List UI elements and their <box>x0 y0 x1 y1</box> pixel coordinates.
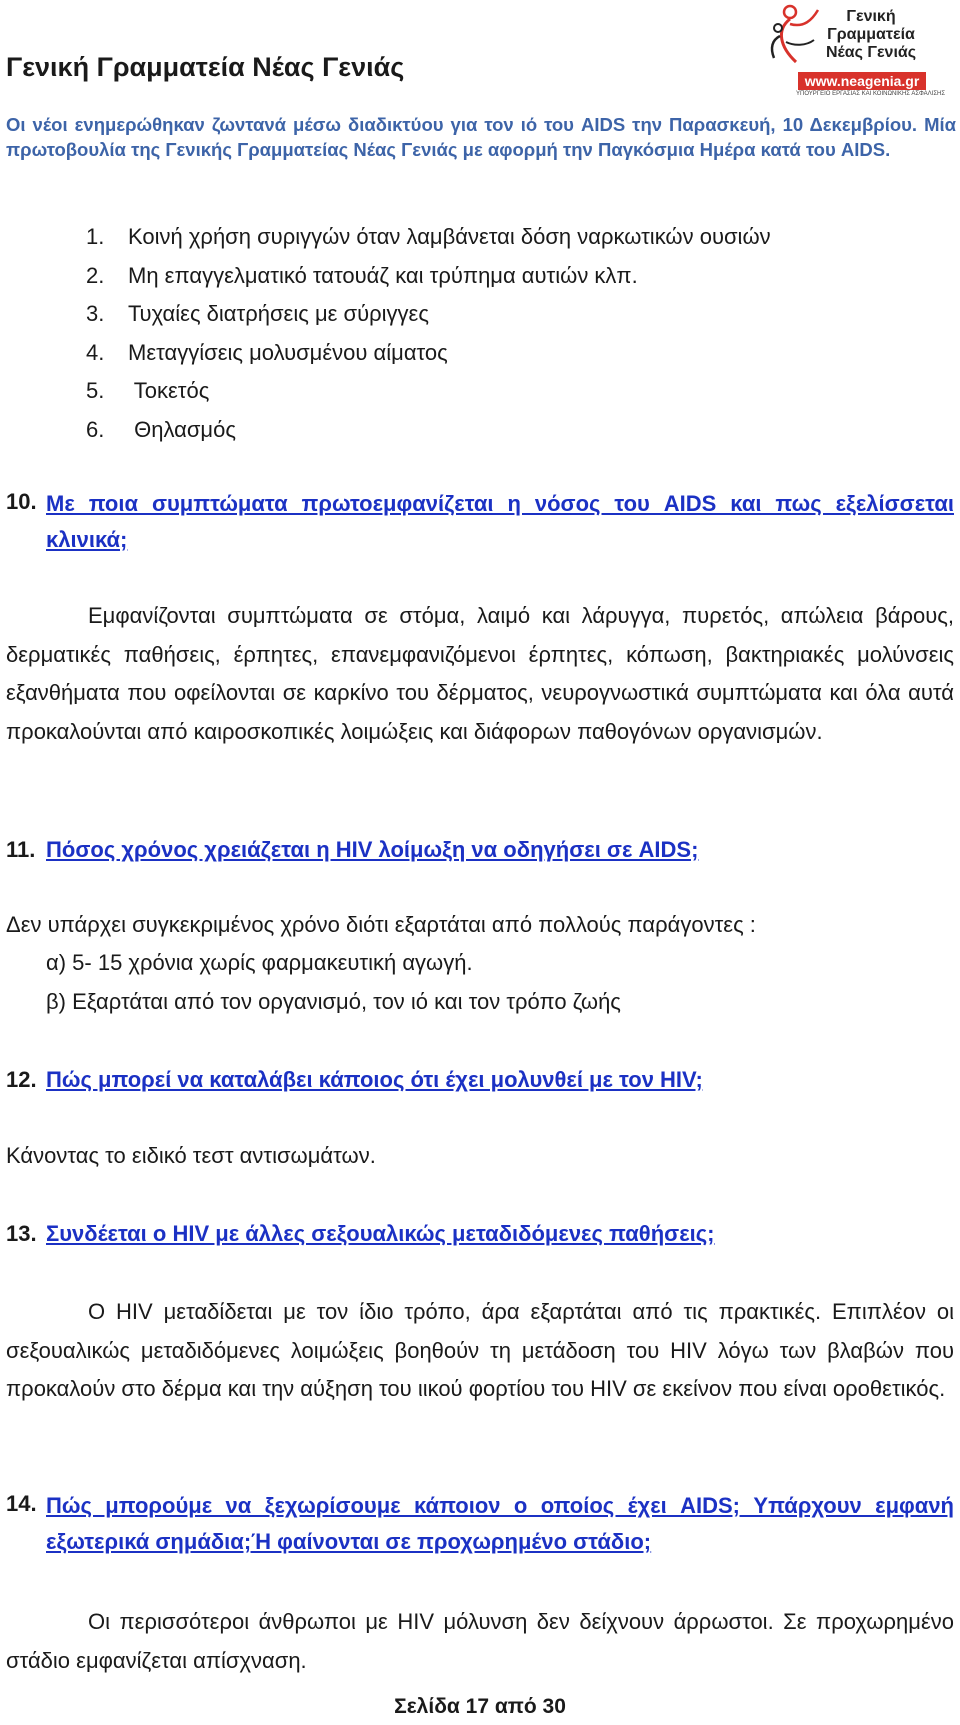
question-12-link[interactable]: Πώς μπορεί να καταλάβει κάποιος ότι έχει μολυνθεί με τον HIV; <box>46 1067 703 1092</box>
question-12-answer: Κάνοντας το ειδικό τεστ αντισωμάτων. <box>6 1143 376 1168</box>
question-11-link[interactable]: Πόσος χρόνος χρειάζεται η HIV λοίμωξη να οδηγήσει σε AIDS; <box>46 837 699 862</box>
question-13-heading: 13. Συνδέεται ο HIV με άλλες σεξουαλικώς μεταδιδόμενες παθήσεις; <box>6 1218 954 1250</box>
logo-url: www.neagenia.gr <box>798 72 926 90</box>
list-item: 2. Μη επαγγελματικό τατουάζ και τρύπημα αυτιών κλπ. <box>86 262 638 288</box>
page-title: Γενική Γραμματεία Νέας Γενιάς <box>6 52 405 82</box>
question-14-heading: 14. Πώς μπορούμε να ξεχωρίσουμε κάποιον ο οποίος έχει AIDS; Υπάρχουν εμφανή εξωτερικά σημάδια;Ή φαίνονται σε προχωρημένο στάδιο; <box>6 1488 954 1560</box>
question-14-answer: Οι περισσότεροι άνθρωποι με HIV μόλυνση δεν δείχνουν άρρωστοι. Σε προχωρημένο στάδιο εμφανίζεται απίσχναση. <box>6 1609 954 1673</box>
list-item: 6. Θηλασμός <box>86 416 236 442</box>
question-11-item-b: β) Εξαρτάται από τον οργανισμό, τον ιό και τον τρόπο ζωής <box>46 989 621 1014</box>
question-11-heading: 11. Πόσος χρόνος χρειάζεται η HIV λοίμωξη να οδηγήσει σε AIDS; <box>6 834 954 866</box>
question-13-link[interactable]: Συνδέεται ο HIV με άλλες σεξουαλικώς μεταδιδόμενες παθήσεις; <box>46 1221 715 1246</box>
question-10-heading: 10. Με ποια συμπτώματα πρωτοεμφανίζεται η νόσος του AIDS και πως εξελίσσεται κλινικά; <box>6 486 954 558</box>
question-10-answer: Εμφανίζονται συμπτώματα σε στόμα, λαιμό και λάρυγγα, πυρετός, απώλεια βάρους, δερματικές παθήσεις, έρπητες, επανεμφανιζόμενοι έρπητες, κόπωση, βακτηριακές μολύνσεις εξανθήματα που οφείλονται σε καρκίνο του δέρματος, νευρογνωστικά συμπτώματα και όλα αυτά προκαλούνται από καιροσκοπικές λοιμώξεις και διάφορων παθογόνων οργανισμών. <box>6 603 954 744</box>
question-11-item-a: α) 5- 15 χρόνια χωρίς φαρμακευτική αγωγή. <box>46 950 473 975</box>
logo-wordmark: Γενική Γραμματεία Νέας Γενιάς <box>825 8 917 61</box>
page-number: Σελίδα 17 από 30 <box>394 1695 566 1718</box>
question-10-link[interactable]: Με ποια συμπτώματα πρωτοεμφανίζεται η νόσος του AIDS και πως εξελίσσεται κλινικά; <box>46 491 954 552</box>
page-subheader: Οι νέοι ενημερώθηκαν ζωντανά μέσω διαδικτύου για τον ιό του AIDS την Παρασκευή, 10 Δεκεμβρίου. Μία πρωτοβουλία της Γενικής Γραμματείας Νέας Γενιάς με αφορμή την Παγκόσμια Ημέρα κατά του AIDS. <box>6 114 956 160</box>
list-item: 1. Κοινή χρήση συριγγών όταν λαμβάνεται δόση ναρκωτικών ουσιών <box>86 224 771 249</box>
list-item: 4. Μεταγγίσεις μολυσμένου αίματος <box>86 339 448 365</box>
transmission-list <box>86 218 771 449</box>
list-item: 3. Τυχαίες διατρήσεις με σύριγγες <box>86 301 429 326</box>
question-11-answer: Δεν υπάρχει συγκεκριμένος χρόνο διότι εξαρτάται από πολλούς παράγοντες : <box>6 912 756 937</box>
logo <box>766 2 946 100</box>
question-14-link[interactable]: Πώς μπορούμε να ξεχωρίσουμε κάποιον ο οποίος έχει AIDS; Υπάρχουν εμφανή εξωτερικά σημάδια;Ή φαίνονται σε προχωρημένο στάδιο; <box>46 1493 954 1554</box>
list-item: 5. Τοκετός <box>86 378 210 403</box>
question-12-heading: 12. Πώς μπορεί να καταλάβει κάποιος ότι έχει μολυνθεί με τον HIV; <box>6 1064 954 1096</box>
question-13-answer: Ο HIV μεταδίδεται με τον ίδιο τρόπο, άρα εξαρτάται από τις πρακτικές. Επιπλέον οι σεξουαλικώς μεταδιδόμενες λοιμώξεις βοηθούν τη μετάδοση του HIV λόγω των βλαβών που προκαλούν στο δέρμα και την αύξηση του ιικού φορτίου του HIV σε εκείνον που είναι οροθετικός. <box>6 1299 954 1401</box>
logo-subtitle: ΥΠΟΥΡΓΕΙΟ ΕΡΓΑΣΙΑΣ ΚΑΙ ΚΟΙΝΩΝΙΚΗΣ ΑΣΦΑΛΙΣΗΣ <box>796 91 946 97</box>
